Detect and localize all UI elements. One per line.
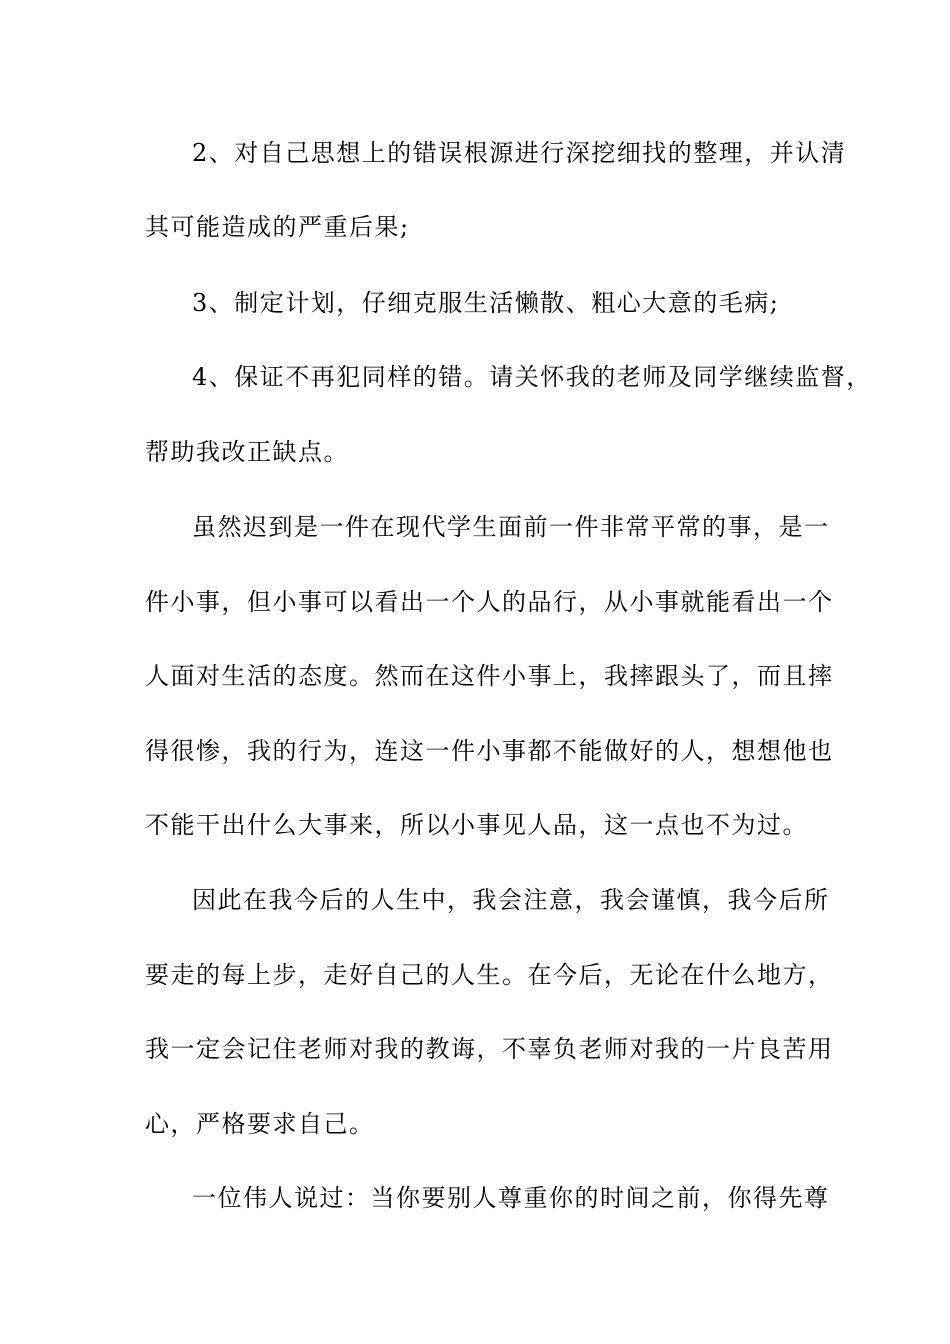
- text-line: 因此在我今后的人生中，我会注意，我会谨慎，我今后所: [192, 886, 830, 914]
- text-line: 心，严格要求自己。: [145, 1110, 375, 1138]
- text-line: 帮助我改正缺点。: [145, 438, 349, 466]
- text-line: 人面对生活的态度。然而在这件小事上，我摔跟头了，而且摔: [145, 662, 834, 690]
- text-line: 得很惨，我的行为，连这一件小事都不能做好的人，想想他也: [145, 737, 834, 765]
- text-line: 其可能造成的严重后果;: [145, 213, 410, 241]
- text-line: 要走的每上步，走好自己的人生。在今后，无论在什么地方，: [145, 961, 834, 989]
- text-line: 我一定会记住老师对我的教诲，不辜负老师对我的一片良苦用: [145, 1035, 834, 1063]
- text-line: 虽然迟到是一件在现代学生面前一件非常平常的事，是一: [192, 513, 830, 541]
- text-line: 2、对自己思想上的错误根源进行深挖细找的整理，并认清: [192, 139, 847, 167]
- text-line: 一位伟人说过：当你要别人尊重你的时间之前，你得先尊: [192, 1184, 830, 1212]
- text-line: 3、制定计划，仔细克服生活懒散、粗心大意的毛病;: [192, 289, 780, 317]
- text-line: 4、保证不再犯同样的错。请关怀我的老师及同学继续监督，: [192, 363, 872, 391]
- text-line: 件小事，但小事可以看出一个人的品行，从小事就能看出一个: [145, 588, 834, 616]
- text-line: 不能干出什么大事来，所以小事见人品，这一点也不为过。: [145, 811, 808, 839]
